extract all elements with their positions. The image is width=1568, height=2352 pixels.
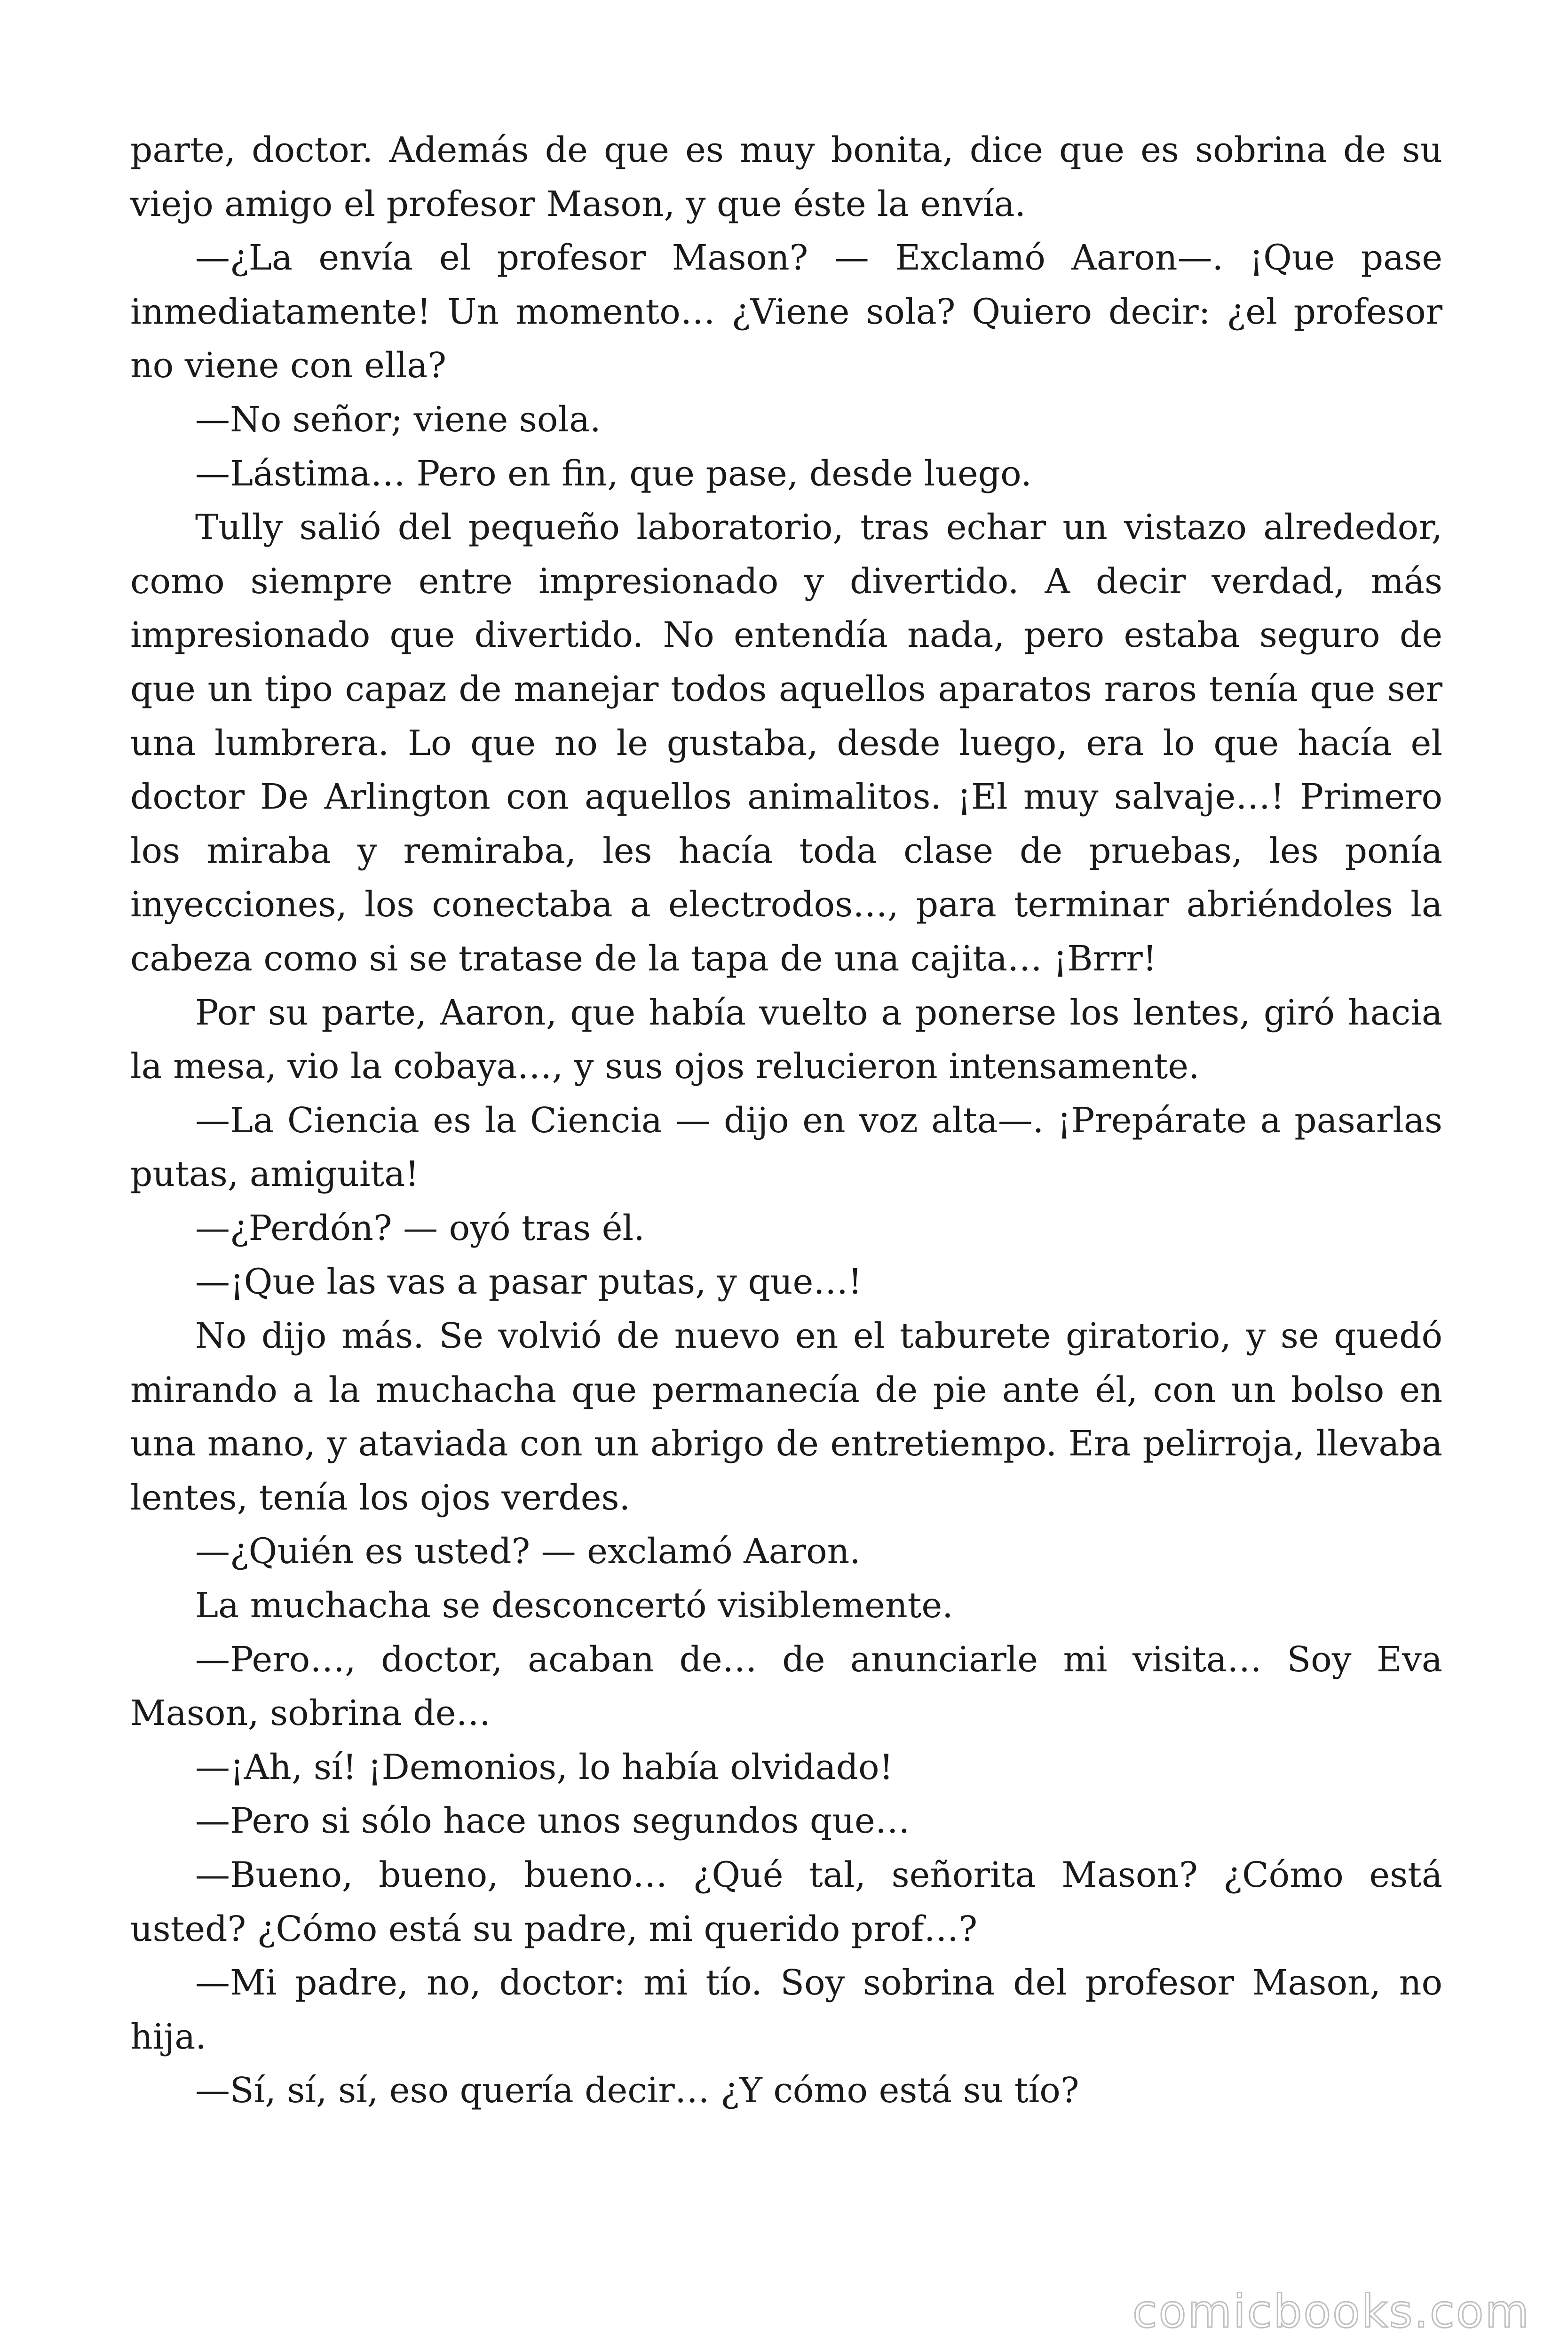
paragraph: No dijo más. Se volvió de nuevo en el taburete giratorio, y se quedó mirando a la muchacha que permanecía de pie ante él, con un bolso en una mano, y ataviada con un abrigo de entretiempo. Era pelirroja, llevaba lentes, tenía los ojos verdes. bbox=[130, 1316, 1442, 1518]
watermark: comicbooks.com bbox=[1132, 2285, 1530, 2338]
paragraph: —Lástima… Pero en fin, que pase, desde luego. bbox=[195, 453, 1032, 494]
paragraph: —Pero…, doctor, acaban de… de anunciarle mi visita… Soy Eva Mason, sobrina de… bbox=[130, 1639, 1442, 1734]
page-text bbox=[130, 123, 1442, 2118]
paragraph: —¡Ah, sí! ¡Demonios, lo había olvidado! bbox=[195, 1747, 894, 1788]
paragraph: Por su parte, Aaron, que había vuelto a ponerse los lentes, giró hacia la mesa, vio la cobaya…, y sus ojos relucieron intensamente. bbox=[130, 992, 1442, 1087]
paragraph: —¿Perdón? — oyó tras él. bbox=[195, 1208, 645, 1248]
paragraph: —Sí, sí, sí, eso quería decir… ¿Y cómo está su tío? bbox=[195, 2070, 1079, 2111]
paragraph: —Mi padre, no, doctor: mi tío. Soy sobrina del profesor Mason, no hija. bbox=[130, 1963, 1442, 2057]
paragraph: —¿La envía el profesor Mason? — Exclamó Aaron—. ¡Que pase inmediatamente! Un momento… ¿Viene sola? Quiero decir: ¿el profesor no viene con ella? bbox=[130, 238, 1442, 386]
paragraph: —¿Quién es usted? — exclamó Aaron. bbox=[195, 1531, 861, 1572]
paragraph: —Pero si sólo hace unos segundos que… bbox=[195, 1801, 910, 1842]
paragraph: —No señor; viene sola. bbox=[195, 399, 601, 440]
paragraph: Tully salió del pequeño laboratorio, tras echar un vistazo alrededor, como siempre entre impresionado y divertido. A decir verdad, más impresionado que divertido. No entendía nada, pero estaba seguro de que un tipo capaz de manejar todos aquellos aparatos raros tenía que ser una lumbrera. Lo que no le gustaba, desde luego, era lo que hacía el doctor De Arlington con aquellos animalitos. ¡El muy salvaje…! Primero los miraba y remiraba, les hacía toda clase de pruebas, les ponía inyecciones, los conectaba a electrodos…, para terminar abriéndoles la cabeza como si se tratase de la tapa de una cajita… ¡Brrr! bbox=[130, 507, 1442, 979]
paragraph: —Bueno, bueno, bueno… ¿Qué tal, señorita Mason? ¿Cómo está usted? ¿Cómo está su padre, mi querido prof…? bbox=[130, 1855, 1442, 1949]
paragraph: parte, doctor. Además de que es muy bonita, dice que es sobrina de su viejo amigo el profesor Mason, y que éste la envía. bbox=[130, 130, 1442, 224]
paragraph: —La Ciencia es la Ciencia — dijo en voz alta—. ¡Prepárate a pasarlas putas, amiguita! bbox=[130, 1100, 1442, 1195]
paragraph: —¡Que las vas a pasar putas, y que…! bbox=[195, 1262, 862, 1303]
paragraph: La muchacha se desconcertó visiblemente. bbox=[195, 1585, 953, 1626]
